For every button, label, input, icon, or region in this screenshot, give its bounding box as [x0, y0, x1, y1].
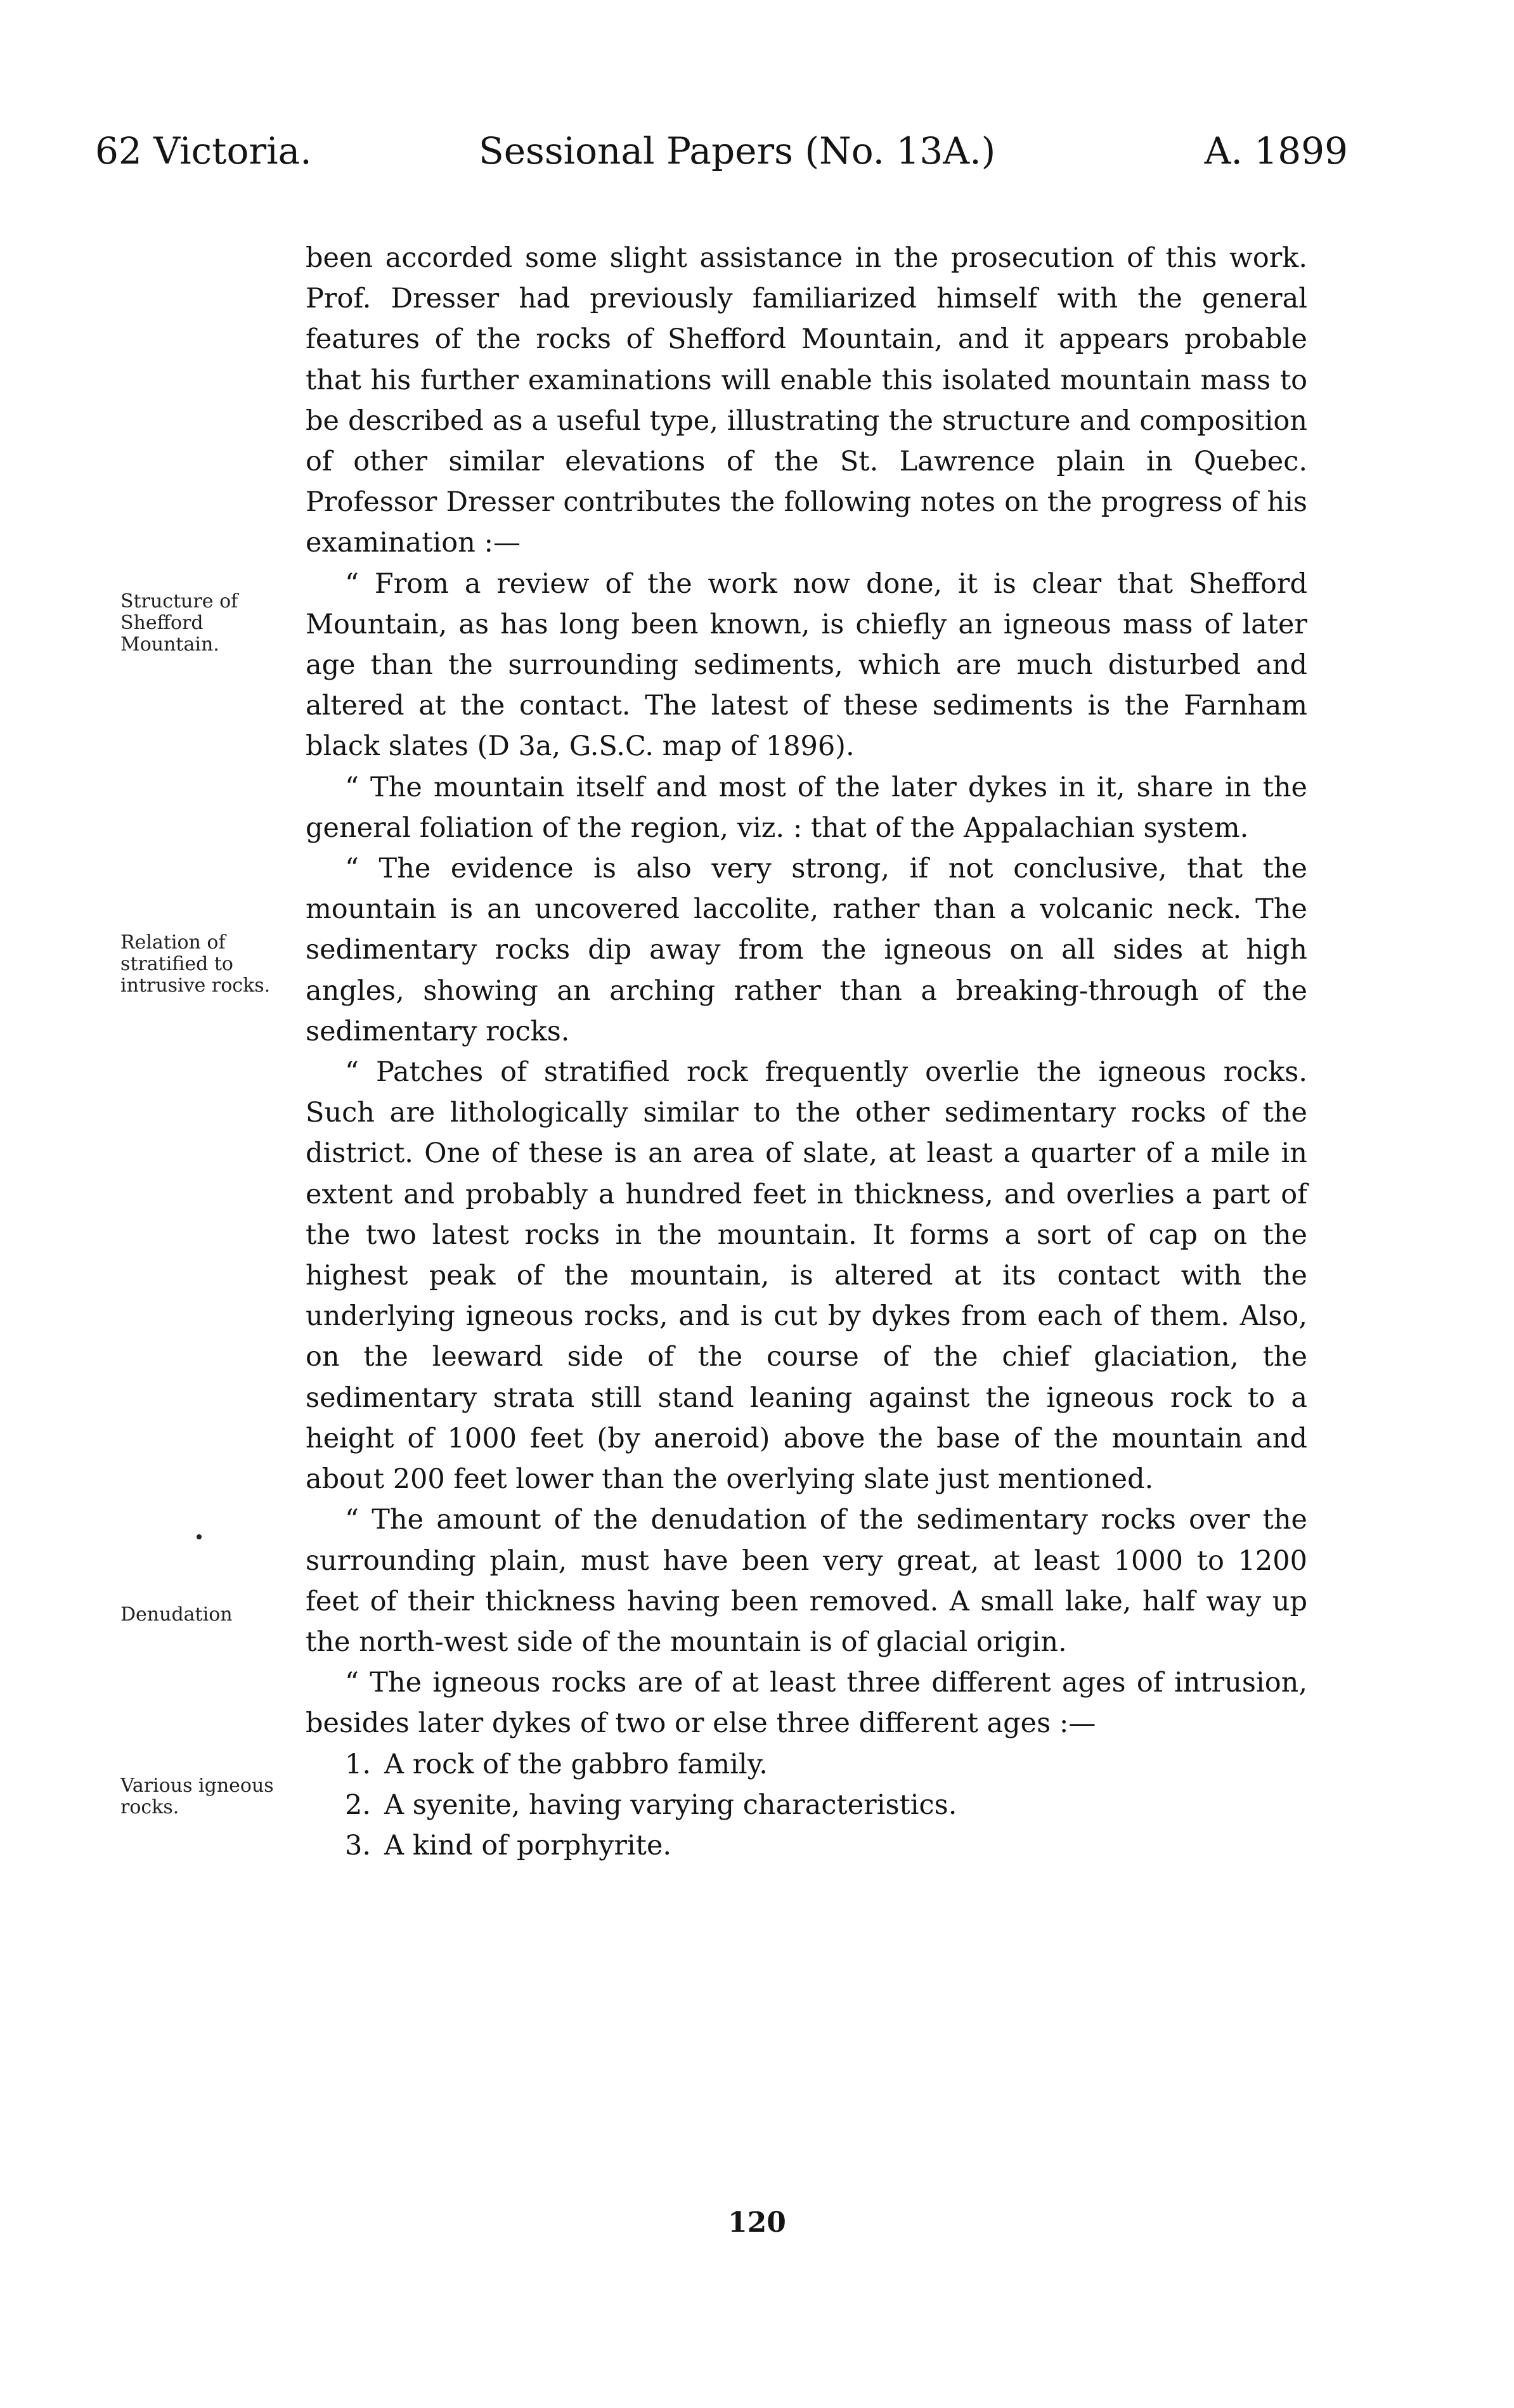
running-head-title: Sessional Papers (No. 13A.)	[479, 129, 996, 172]
margin-note-denudation: Denudation	[120, 1603, 233, 1626]
paragraph-patches: “ Patches of stratified rock frequently overlie the igneous rocks. Such are lithologically similar to the other sedimentary rocks of the district. One of these is an area of slate, at least a quarter of a mile in extent and probably a hundred feet in thickness, and overlies a part of the two latest rocks in the mountain. It forms a sort of cap on the highest peak of the mountain, is altered at its contact with the underlying igneous rocks, and is cut by dykes from each of them. Also, on the leeward side of the course of the chief glaciation, the sedimentary strata still stand leaning against the igneous rock to a height of 1000 feet (by aneroid) above the base of the mountain and about 200 feet lower than the overlying slate just mentioned.	[306, 1056, 1307, 1496]
paragraph-laccolite: “ The evidence is also very strong, if not conclusive, that the mountain is an uncovered laccolite, rather than a volcanic neck. The sedimentary rocks dip away from the igneous on all sides at high angles, showing an arching rather than a breaking-through of the sedimentary rocks.	[306, 853, 1307, 1047]
list-item	[306, 1744, 1307, 1785]
list-text: A rock of the gabbro family.	[384, 1748, 768, 1780]
list-number: 1.	[345, 1748, 372, 1780]
paragraph-structure: “ From a review of the work now done, it is clear that Shefford Mountain, as has long been known, is chiefly an igneous mass of later age than the surrounding sediments, which are much disturbed and altered at the contact. The latest of these sediments is the Farnham black slates (D 3a, G.S.C. map of 1896).	[306, 567, 1307, 763]
body-text	[306, 238, 1307, 1866]
paragraph-denudation: “ The amount of the denudation of the sedimentary rocks over the surrounding plain, must have been very great, at least 1000 to 1200 feet of their thickness having been removed. A small lake, half way up the north-west side of the mountain is of glacial origin.	[306, 1504, 1307, 1658]
margin-note-various: Various igneous rocks.	[120, 1775, 274, 1818]
paragraph-intro: been accorded some slight assistance in the prosecution of this work. Prof. Dresser had previously familiarized himself with the general features of the rocks of Shefford Mountain, and it appears probable that his further examinations will enable this isolated mountain mass to be described as a useful type, illustrating the structure and composition of other similar elevations of the St. Lawrence plain in Quebec. Professor Dresser contributes the following notes on the progress of his examination :—	[306, 242, 1307, 559]
list-number: 2.	[345, 1789, 372, 1821]
margin-note-relation: Relation of stratified to intrusive rocks.	[120, 931, 271, 997]
margin-note-structure: Structure of Shefford Mountain.	[120, 590, 238, 656]
stray-dot-mark	[197, 1534, 202, 1539]
paragraph-igneous: “ The igneous rocks are of at least three different ages of intrusion, besides later dykes of two or else three different ages :—	[306, 1667, 1307, 1740]
list-item	[306, 1785, 1307, 1825]
paragraph-foliation: “ The mountain itself and most of the later dykes in it, share in the general foliation of the region, viz. : that of the Appalachian system.	[306, 771, 1307, 844]
running-head-left: 62 Victoria.	[95, 129, 312, 172]
list-item	[306, 1825, 1307, 1866]
list-text: A syenite, having varying characteristics.	[384, 1789, 957, 1821]
running-head-year: A. 1899	[1204, 129, 1348, 172]
list-text: A kind of porphyrite.	[384, 1829, 672, 1861]
list-number: 3.	[345, 1829, 372, 1861]
page-number: 120	[728, 2206, 786, 2239]
rock-list	[306, 1744, 1307, 1867]
